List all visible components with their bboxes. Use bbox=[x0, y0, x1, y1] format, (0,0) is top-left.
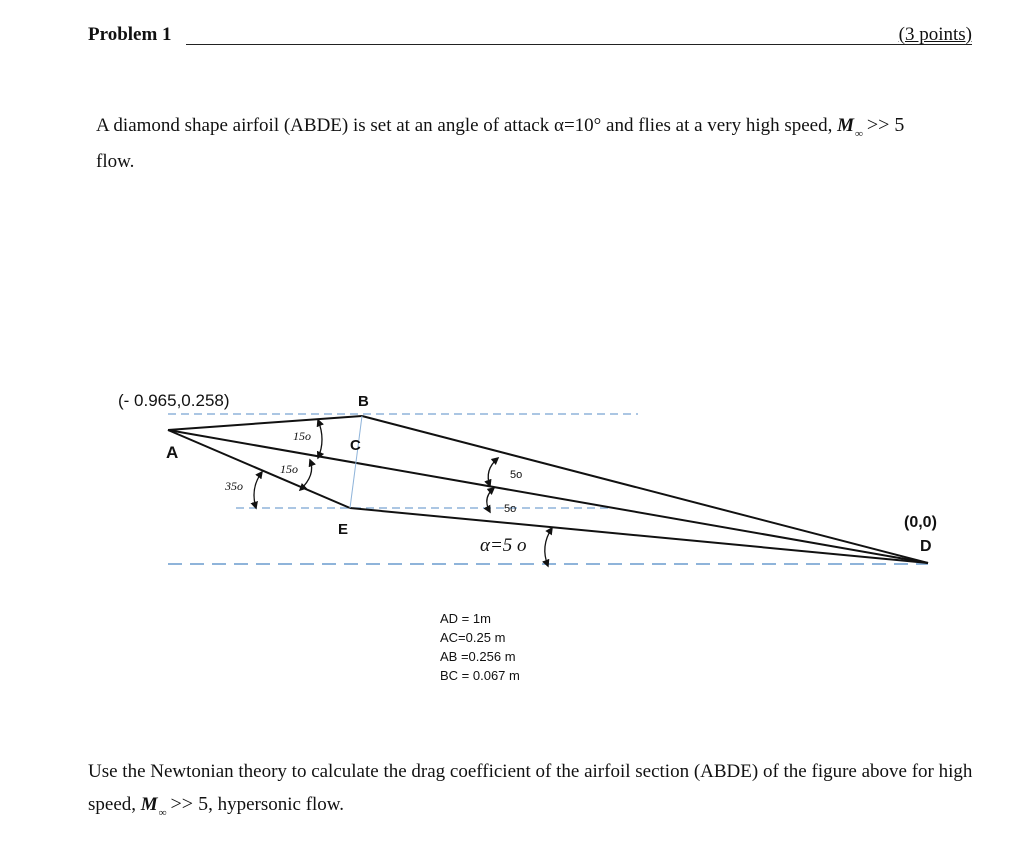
header-rule bbox=[186, 44, 972, 45]
intro-text-before: A diamond shape airfoil (ABDE) is set at an angle of attack bbox=[96, 115, 554, 136]
angle-arc-top bbox=[318, 420, 322, 458]
coord-A-label: (- 0.965,0.258) bbox=[118, 391, 230, 410]
angle-upper-right-label: 5o bbox=[510, 469, 523, 481]
edge-AE bbox=[168, 430, 350, 508]
intro-mach-relation: >> 5 bbox=[866, 114, 905, 136]
angle-arc-alpha bbox=[545, 528, 552, 566]
question-text bbox=[88, 756, 998, 823]
question-mach-subscript: ∞ bbox=[158, 807, 167, 819]
question-mach-symbol: M bbox=[140, 794, 158, 815]
angle-top-label: 15o bbox=[293, 429, 311, 443]
intro-text-middle: and flies at a very high speed, bbox=[601, 115, 838, 136]
point-B-label: B bbox=[358, 393, 369, 410]
dimension-AB: AB =0.256 m bbox=[440, 649, 516, 664]
coord-D-label: (0,0) bbox=[904, 514, 937, 531]
dimension-BC: BC = 0.067 m bbox=[440, 668, 520, 683]
problem-statement bbox=[96, 108, 996, 179]
problem-title: Problem 1 bbox=[88, 24, 172, 45]
edge-AB bbox=[168, 416, 362, 430]
angle-bottom-label: 35o bbox=[225, 479, 243, 493]
point-A-label: A bbox=[166, 443, 179, 462]
dimension-AD: AD = 1m bbox=[440, 611, 491, 626]
question-mach-relation: >> 5 bbox=[170, 793, 209, 815]
angle-arc-bottom bbox=[254, 472, 262, 508]
angle-lower-right-label: 5o bbox=[504, 503, 517, 515]
point-C-label: C bbox=[350, 437, 361, 454]
dimension-AC: AC=0.25 m bbox=[440, 630, 506, 645]
points-label: (3 points) bbox=[898, 24, 972, 45]
edge-BD bbox=[362, 416, 928, 563]
angle-mid-label: 15o bbox=[280, 462, 298, 476]
angle-arc-mid bbox=[300, 460, 312, 490]
intro-mach-symbol: M bbox=[837, 115, 855, 136]
point-E-label: E bbox=[338, 521, 349, 538]
question-text-before: Use the Newtonian theory to calculate the drag coefficient of the airfoil section (ABDE) of the figure above for high speed, bbox=[88, 761, 973, 815]
chord-AD bbox=[168, 430, 928, 563]
angle-arc-upper-right bbox=[488, 458, 498, 486]
question-text-after: , hypersonic flow. bbox=[208, 794, 345, 815]
intro-mach-subscript: ∞ bbox=[855, 128, 863, 140]
intro-alpha: α=10° bbox=[553, 115, 602, 136]
point-D-label: D bbox=[920, 538, 932, 555]
dimensions-list bbox=[440, 609, 520, 685]
edge-ED bbox=[350, 508, 928, 563]
alpha-label: α=5 o bbox=[480, 535, 527, 556]
intro-text-after: flow. bbox=[96, 151, 135, 172]
